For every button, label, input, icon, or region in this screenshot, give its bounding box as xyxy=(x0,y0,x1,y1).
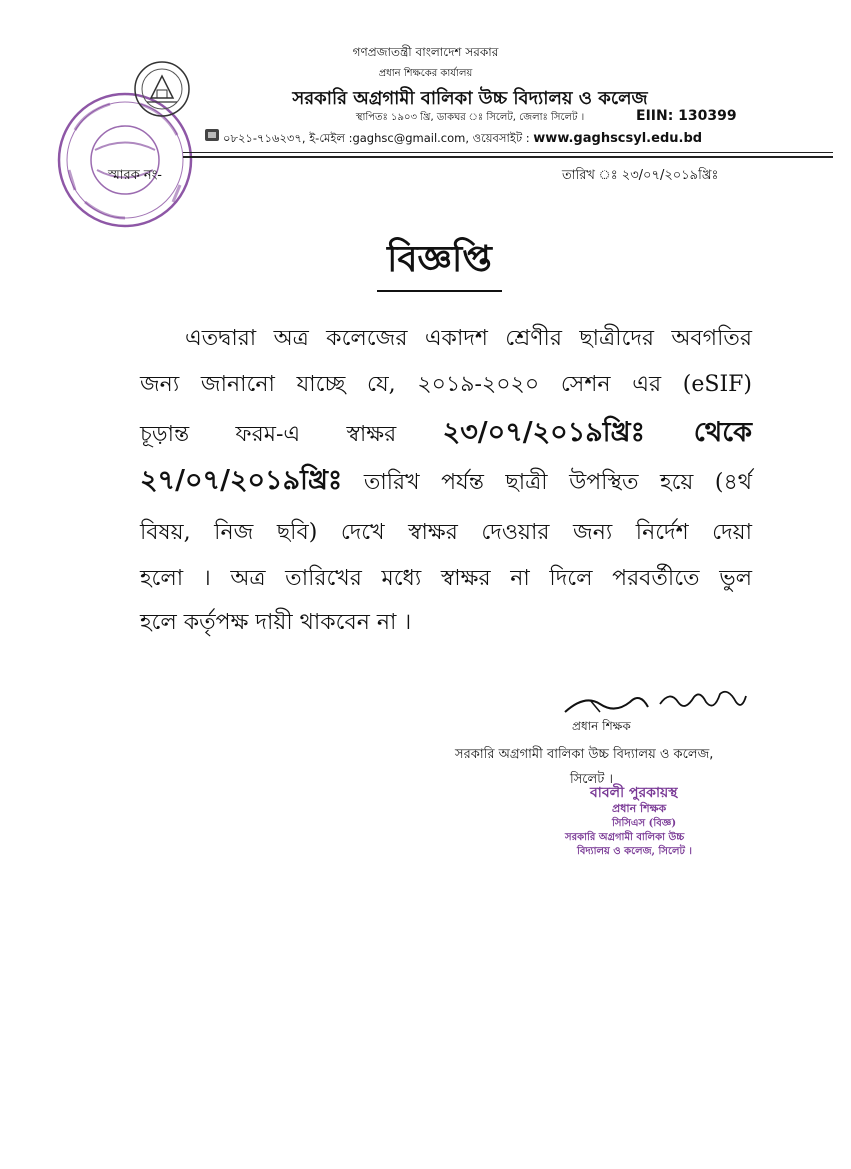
established-line: স্থাপিতঃ ১৯০৩ খ্রি, ডাকঘর ঃ সিলেট, জেলাঃ সিলেট । xyxy=(355,112,585,123)
website-link[interactable]: www.gaghscsyl.edu.bd xyxy=(533,131,703,146)
signatory-city: সিলেট । xyxy=(570,772,614,787)
body-line-1: এতদ্বারা অত্র কলেজের একাদশ শ্রেণীর ছাত্রীদের অবগতির xyxy=(185,326,752,351)
header-divider xyxy=(183,152,833,153)
body-line-7: হলে কর্তৃপক্ষ দায়ী থাকবেন না । xyxy=(140,610,412,635)
eiin-number: EIIN: 130399 xyxy=(636,108,737,124)
government-title: গণপ্রজাতন্ত্রী বাংলাদেশ সরকার xyxy=(352,45,499,59)
body-line-5: বিষয়, নিজ ছবি) দেখে স্বাক্ষর দেওয়ার জন্য নির্দেশ দেয়া xyxy=(140,520,752,545)
contact-line xyxy=(205,130,702,149)
stamp-address: বিদ্যালয় ও কলেজ, সিলেট । xyxy=(577,846,692,857)
body-line-4-text: তারিখ পর্যন্ত ছাত্রী উপস্থিত হয়ে (৪র্থ xyxy=(363,470,753,495)
title-underline xyxy=(377,290,502,292)
body-line-2: জন্য জানানো যাচ্ছে যে, ২০১৯-২০২০ সেশন এর (eSIF) xyxy=(140,372,752,397)
signatory-designation: প্রধান শিক্ষক xyxy=(572,719,631,733)
end-date: ২৭/০৭/২০১৯খ্রিঃ xyxy=(140,465,343,496)
body-line-3 xyxy=(140,418,752,450)
header-divider-thick xyxy=(183,156,833,158)
start-date: ২৩/০৭/২০১৯খ্রিঃ থেকে xyxy=(442,417,752,448)
body-line-6: হলো । অত্র তারিখের মধ্যে স্বাক্ষর না দিলে পরবর্তীতে ভুল xyxy=(140,566,752,591)
institution-name: সরকারি অগ্রগামী বালিকা উচ্চ বিদ্যালয় ও কলেজ xyxy=(292,88,648,109)
body-line-3-text: চূড়ান্ত ফরম-এ স্বাক্ষর xyxy=(140,422,397,447)
stamp-institution: সরকারি অগ্রগামী বালিকা উচ্চ xyxy=(565,832,685,843)
signatory-institution: সরকারি অগ্রগামী বালিকা উচ্চ বিদ্যালয় ও কলেজ, xyxy=(455,747,714,762)
page-title: বিজ্ঞপ্তি xyxy=(387,238,492,280)
stamp-dept: সিসিএস (বিজ্ঞ) xyxy=(612,818,677,829)
body-line-4 xyxy=(140,466,752,498)
office-title: প্রধান শিক্ষকের কার্যালয় xyxy=(378,68,473,79)
notice-date: তারিখ ঃ ২৩/০৭/২০১৯খ্রিঃ xyxy=(562,168,719,183)
stamp-designation: প্রধান শিক্ষক xyxy=(612,802,667,815)
handwritten-signature xyxy=(560,682,750,722)
memo-number-label: স্মারক নং- xyxy=(108,168,162,183)
contact-text: ০৮২১-৭১৬২৩৭, ই-মেইল :gaghsc@gmail.com, ওয়েবসাইট : xyxy=(223,131,534,145)
stamp-name: বাবলী পুরকায়স্থ xyxy=(590,785,678,801)
